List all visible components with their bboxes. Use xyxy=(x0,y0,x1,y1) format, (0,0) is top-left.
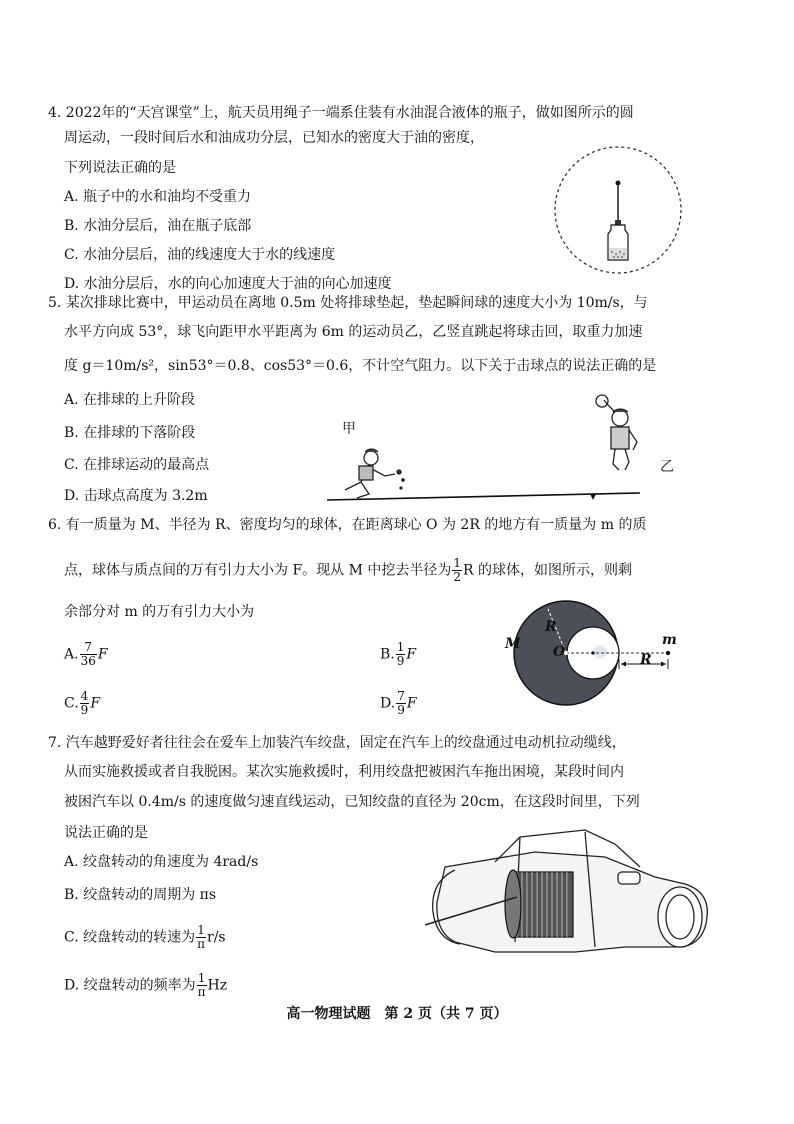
label-R-distance: R xyxy=(640,652,652,668)
q5-option-a: A. 在排球的上升阶段 xyxy=(64,392,196,408)
q7-option-c xyxy=(64,924,226,951)
fraction-denominator: 2 xyxy=(453,570,462,584)
option-fraction xyxy=(80,641,97,668)
winch-drum-icon xyxy=(505,870,573,938)
option-text: C. 绞盘转动的转速为 xyxy=(64,929,196,946)
fraction-denominator: 9 xyxy=(397,703,405,717)
page-footer: 高一物理试题 第 2 页（共 7 页） xyxy=(286,1006,508,1022)
option-unit: F xyxy=(406,646,417,663)
q6-option-c xyxy=(64,690,100,717)
fraction-denominator: π xyxy=(197,937,206,951)
option-text: D. 绞盘转动的频率为 xyxy=(64,977,196,994)
option-fraction xyxy=(396,690,406,717)
fraction-numerator: 7 xyxy=(397,689,405,703)
option-unit: F xyxy=(90,695,101,712)
cavity-highlight xyxy=(593,645,607,659)
bottle-circle-figure xyxy=(520,128,710,278)
option-unit: F xyxy=(406,695,417,712)
option-letter: A. xyxy=(64,646,79,663)
q4-option-d: D. 水油分层后，水的向心加速度大于油的向心加速度 xyxy=(64,276,392,292)
q5-stem-line2: 水平方向成 53°，球飞向距甲水平距离为 6m 的运动员乙，乙竖直跳起将球击回，取重力加速 xyxy=(64,324,643,340)
q7-option-b: B. 绞盘转动的周期为 πs xyxy=(64,887,217,903)
fraction-denominator: π xyxy=(197,985,206,999)
cavity-center xyxy=(591,651,594,654)
fraction-numerator: 1 xyxy=(197,971,206,985)
option-fraction xyxy=(80,690,90,717)
q6-option-b xyxy=(380,641,416,668)
q6-stem-line3: 余部分对 m 的万有引力大小为 xyxy=(64,604,255,620)
q5-option-b: B. 在排球的下落阶段 xyxy=(64,425,196,441)
q4-stem-line2: 周运动，一段时间后水和油成功分层，已知水的密度大于油的密度， xyxy=(64,130,484,146)
q6-stem-line2 xyxy=(64,557,632,584)
q6-half-fraction xyxy=(452,557,462,584)
q4-stem-line3: 下列说法正确的是 xyxy=(64,160,176,176)
fraction-numerator: 7 xyxy=(80,641,97,655)
option-fraction xyxy=(396,641,406,668)
fraction-numerator: 1 xyxy=(197,923,205,937)
mass-point-m xyxy=(666,651,670,655)
q4-option-a: A. 瓶子中的水和油均不受重力 xyxy=(64,189,252,205)
fraction-numerator: 1 xyxy=(396,640,405,654)
fraction-numerator: 1 xyxy=(453,556,462,570)
q7-stem-line2: 从而实施救援或者自我脱困。某次实施救援时，利用绞盘把被困汽车拖出困境，某段时间内 xyxy=(64,764,624,780)
q6-option-d xyxy=(380,690,417,717)
option-fraction xyxy=(196,924,206,951)
q7-option-a: A. 绞盘转动的角速度为 4rad/s xyxy=(64,854,259,870)
label-jia: 甲 xyxy=(342,421,356,437)
hollow-sphere-figure xyxy=(500,596,700,728)
option-unit: F xyxy=(97,646,108,663)
volleyball-figure xyxy=(325,390,645,505)
label-R: R xyxy=(545,619,557,635)
player-yi-icon xyxy=(596,395,637,470)
q6-stem-line2-part2: R 的球体，如图所示，则剩 xyxy=(463,562,633,579)
player-jia-icon xyxy=(345,449,404,498)
option-letter: D. xyxy=(380,695,396,712)
q6-option-a xyxy=(64,641,108,668)
label-m: m xyxy=(662,632,677,648)
q4-stem-line1: 4. 2022年的“天宫课堂”上，航天员用绳子一端系住装有水油混合液体的瓶子，做如图所示的圆 xyxy=(48,105,634,121)
fraction-denominator: 9 xyxy=(396,654,405,668)
option-letter: C. xyxy=(64,695,79,712)
q4-option-b: B. 水油分层后，油在瓶子底部 xyxy=(64,218,252,234)
landing-mark xyxy=(590,494,596,500)
q5-option-c: C. 在排球运动的最高点 xyxy=(64,457,210,473)
label-O: O xyxy=(553,644,566,660)
option-unit: r/s xyxy=(207,929,226,946)
q7-option-d xyxy=(64,972,227,999)
motor-end xyxy=(658,887,702,947)
q7-stem-line4: 说法正确的是 xyxy=(64,825,148,841)
fraction-denominator: 36 xyxy=(80,654,96,668)
q4-option-c: C. 水油分层后，油的线速度大于水的线速度 xyxy=(64,247,336,263)
label-M: M xyxy=(505,636,521,652)
volleyball-icon xyxy=(596,395,608,407)
bottle-icon xyxy=(608,220,628,260)
q6-stem-line2-part1: 点，球体与质点间的万有引力大小为 F。现从 M 中挖去半径为 xyxy=(64,562,452,579)
q7-stem-line1: 7. 汽车越野爱好者往往会在爱车上加装汽车绞盘，固定在汽车上的绞盘通过电动机拉动缆线， xyxy=(48,735,626,751)
option-letter: B. xyxy=(380,646,395,663)
label-yi: 乙 xyxy=(660,459,674,475)
fraction-denominator: 9 xyxy=(80,703,89,717)
fraction-numerator: 4 xyxy=(80,689,89,703)
q5-stem-line1: 5. 某次排球比赛中，甲运动员在离地 0.5m 处将排球垫起，垫起瞬间球的速度大小为 10m/s，与 xyxy=(48,295,648,311)
option-unit: Hz xyxy=(207,977,228,994)
car-winch-figure xyxy=(425,822,715,977)
q5-stem-line3: 度 g＝10m/s²，sin53°＝0.8、cos53°＝0.6，不计空气阻力。以下关于击球点的说法正确的是 xyxy=(64,358,657,374)
option-fraction xyxy=(197,972,207,999)
q5-option-d: D. 击球点高度为 3.2m xyxy=(64,488,208,504)
q6-stem-line1: 6. 有一质量为 M、半径为 R、密度均匀的球体，在距离球心 O 为 2R 的地方有一质量为 m 的质 xyxy=(48,517,647,533)
q7-stem-line3: 被困汽车以 0.4m/s 的速度做匀速直线运动，已知绞盘的直径为 20cm，在这段时间里，下列 xyxy=(64,794,640,810)
